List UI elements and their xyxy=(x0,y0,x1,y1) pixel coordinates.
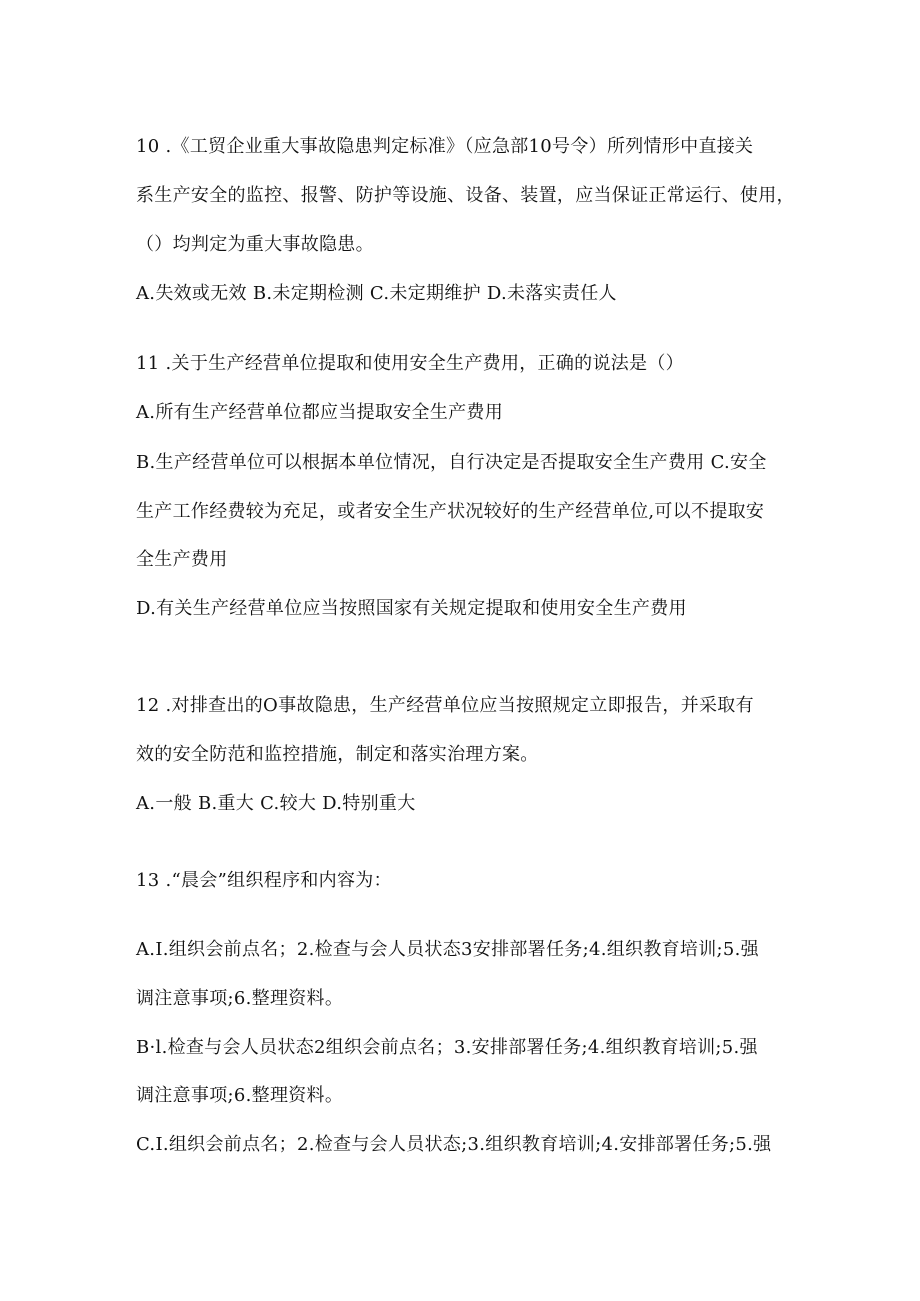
q11-stem: 11 .关于生产经营单位提取和使用安全生产费用，正确的说法是（） xyxy=(136,353,684,374)
q11-option-c-line-2: 全生产费用 xyxy=(136,549,228,570)
q13-option-b-line-1: B·l.检查与会人员状态2组织会前点名；3.安排部署任务;4.组织教育培训;5.强 xyxy=(136,1037,758,1058)
q10-stem-line-3: （）均判定为重大事故隐患。 xyxy=(136,234,374,255)
q10-stem-line-2: 系生产安全的监控、报警、防护等设施、设备、装置，应当保证正常运行、使用， xyxy=(136,185,795,206)
q13-option-a-line-2: 调注意事项;6.整理资料。 xyxy=(136,988,344,1009)
q12-options: A.一般 B.重大 C.较大 D.特别重大 xyxy=(136,793,416,814)
q12-stem-line-1: 12 .对排查出的O事故隐患，生产经营单位应当按照规定立即报告，并采取有 xyxy=(136,695,754,716)
q10-options: A.失效或无效 B.未定期检测 C.未定期维护 D.未落实责任人 xyxy=(136,283,617,304)
q11-option-c-line-1: 生产工作经费较为充足，或者安全生产状况较好的生产经营单位,可以不提取安 xyxy=(136,501,765,522)
q13-stem: 13 .“晨会”组织程序和内容为： xyxy=(136,870,392,891)
q13-option-c-line-1: C.I.组织会前点名；2.检查与会人员状态;3.组织教育培训;4.安排部署任务;5.强 xyxy=(136,1134,772,1155)
q12-stem-line-2: 效的安全防范和监控措施，制定和落实治理方案。 xyxy=(136,744,539,765)
q13-option-a-line-1: A.I.组织会前点名；2.检查与会人员状态3安排部署任务;4.组织教育培训;5.强 xyxy=(136,939,759,960)
q10-stem-line-1: 10 .《工贸企业重大事故隐患判定标准》（应急部10号令）所列情形中直接关 xyxy=(136,136,754,157)
q11-option-b-line-1: B.生产经营单位可以根据本单位情况，自行决定是否提取安全生产费用 C.安全 xyxy=(136,452,767,473)
q13-option-b-line-2: 调注意事项;6.整理资料。 xyxy=(136,1085,344,1106)
q11-option-a: A.所有生产经营单位都应当提取安全生产费用 xyxy=(136,402,504,423)
q11-option-d: D.有关生产经营单位应当按照国家有关规定提取和使用安全生产费用 xyxy=(136,598,687,619)
